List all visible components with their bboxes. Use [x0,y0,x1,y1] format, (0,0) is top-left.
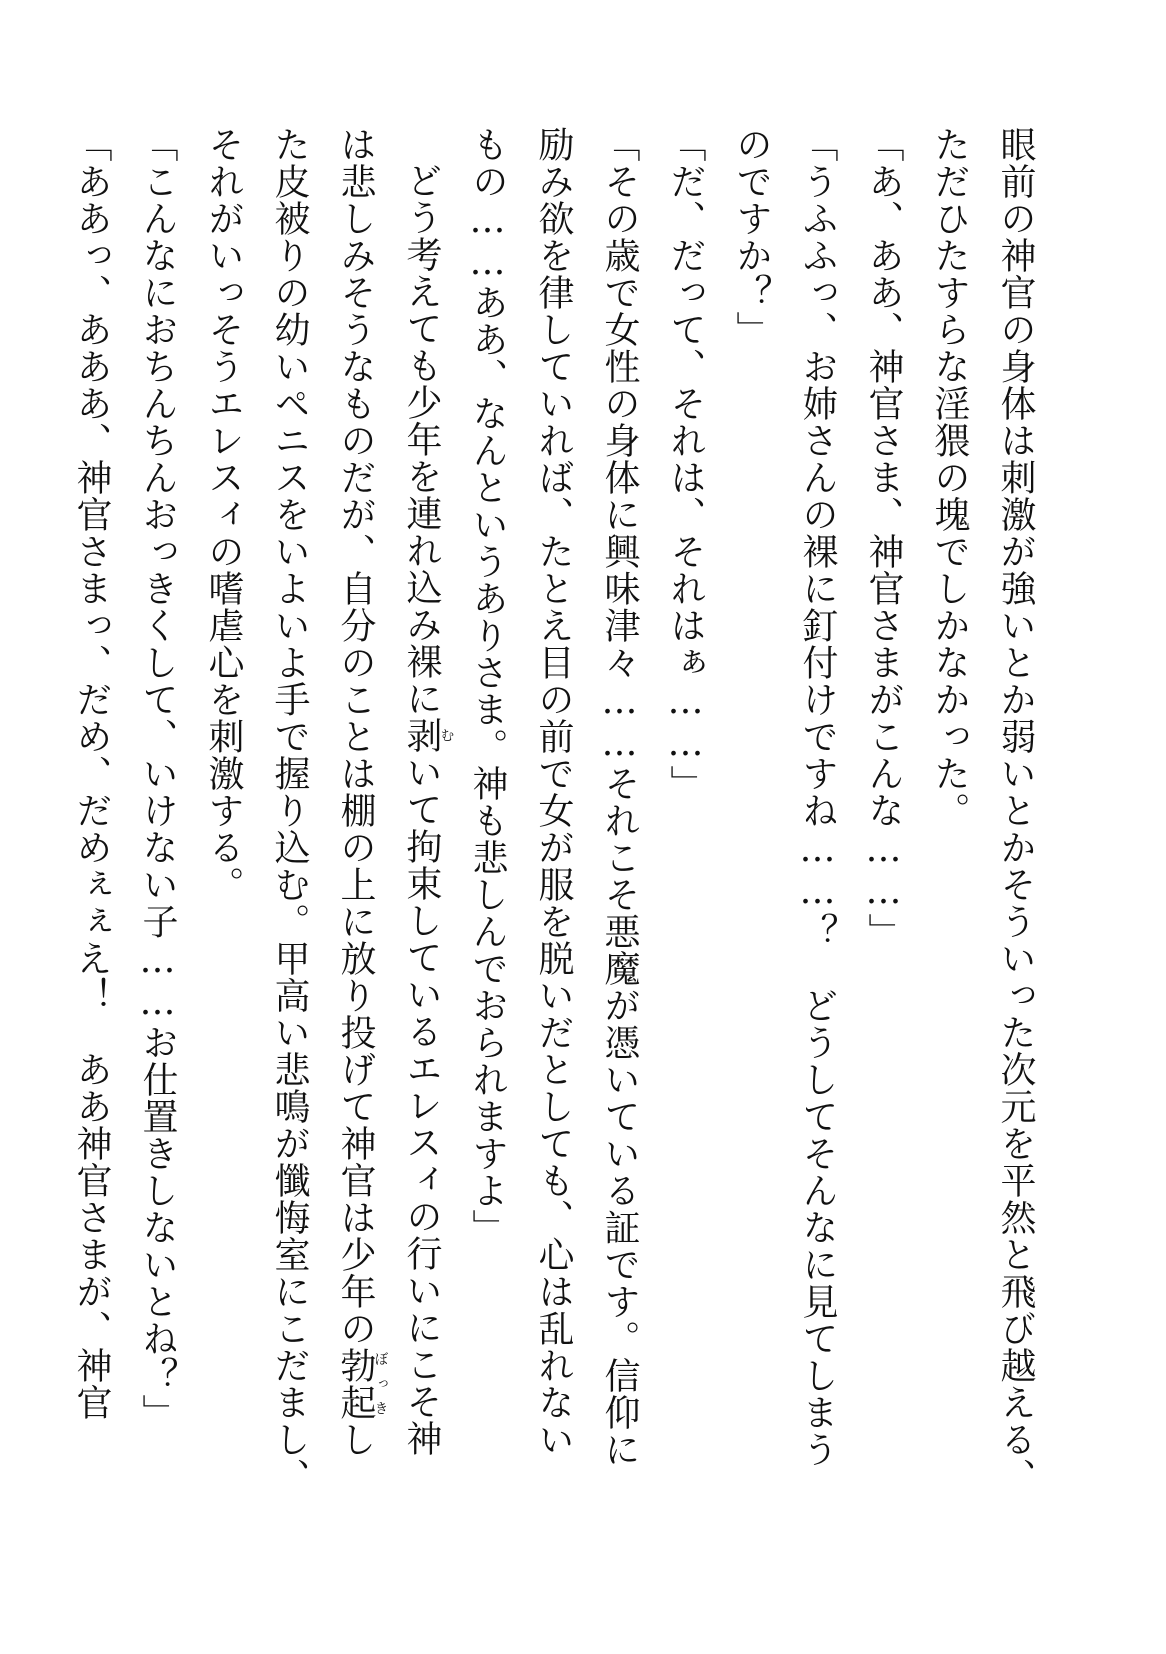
text-line-9: もの……ああ、なんというありさま。神も悲しんでおられますよ」 [467,126,508,1246]
text-line-2: ただひたすらな淫猥の塊でしかなかった。 [929,126,970,829]
text-line-1: 眼前の神官の身体は刺激が強いとか弱いとかそういった次元を平然と飛び越える、 [995,126,1036,1495]
text-line-8: 励み欲を律していれば、たとえ目の前で女が服を脱いだとしても、心は乱れない [533,126,574,1458]
text-line-7: 「その歳で女性の身体に興味津々……それこそ悪魔が憑いている証です。信仰に [599,126,640,1468]
text-line-15: 「ああっ、あああ、神官さまっ、だめ、だめぇぇえ！ ああ神官さまが、神官 [71,126,112,1421]
text-line-4: 「うふふっ、お姉さんの裸に釘付けですね……？ どうしてそんなに見てしまう [797,126,838,1468]
text-line-11: は悲しみそうなものだが、自分のことは棚の上に放り投げて神官は少年の勃起ぼっきし [335,126,389,1458]
text-line-5: のですか？」 [731,126,772,348]
text-line-12: た皮被りの幼いペニスをいよいよ手で握り込む。甲高い悲鳴が懺悔室にこだまし、 [269,126,310,1495]
text-line-14: 「こんなにおちんちんおっきくして、いけない子……お仕置きしないとね？」 [137,126,178,1431]
text-line-13: それがいっそうエレスィの嗜虐心を刺激する。 [203,126,244,903]
text-line-10: どう考えても少年を連れ込み裸に剥むいて拘束しているエレスィの行いにこそ神 [401,162,455,1457]
vertical-text-block [58,126,1048,1626]
ruby-bokki: 勃起ぼっき [335,1347,389,1421]
text-line-3: 「あ、ああ、神官さま、神官さまがこんな……」 [863,126,904,950]
ruby-muku: 剥む [401,717,455,754]
text-line-6: 「だ、だって、それは、それはぁ……」 [665,126,706,802]
